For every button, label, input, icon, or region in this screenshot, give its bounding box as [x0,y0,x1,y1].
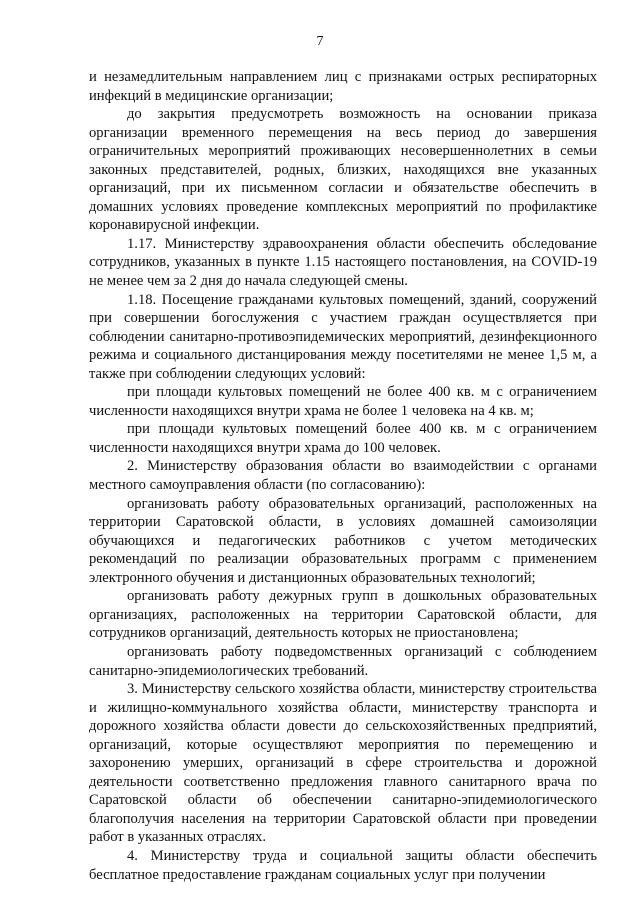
paragraph: 2. Министерству образования области во взаимодействии с органами местного самоуправления области (по согласованию): [89,458,597,494]
paragraph: 1.18. Посещение гражданами культовых помещений, зданий, сооружений при совершении богослужения с участием граждан осуществляется при соблюдении санитарно-противоэпидемических мероприятий, дезинфекционного режима и социального дистанцирования между посетителями не менее 1,5 м, а также при соблюдении следующих условий: [89,291,597,382]
paragraph: до закрытия предусмотреть возможность на основании приказа организации временного перемещения на весь период до завершения ограничительных мероприятий проживающих несовершеннолетних в семьи законных представителей, родных, близких, находящихся вне указанных организаций, при их письменном согласии и обязательстве обеспечить в домашних условиях проведение комплексных мероприятий по профилактике коронавирусной инфекции. [89,106,597,234]
page-number: 7 [316,34,324,49]
paragraph: 3. Министерству сельского хозяйства области, министерству строительства и жилищно-коммунального хозяйства области, министерству транспорта и дорожного хозяйства области довести до сельскохозяйственных предприятий, организаций, которые осуществляют мероприятия по перемещению и захоронению умерших, организаций в сфере строительства и дорожной деятельности соответственно предложения главного санитарного врача по Саратовской области об обеспечении санитарно-эпидемиологического благополучия населения на территории Саратовской области при проведении работ в указанных отраслях. [89,681,597,846]
document-body [89,68,597,884]
paragraph: организовать работу подведомственных организаций с соблюдением санитарно-эпидемиологических требований. [89,643,597,679]
paragraph: организовать работу образовательных организаций, расположенных на территории Саратовской области, в условиях домашней самоизоляции обучающихся и педагогических работников с учетом методических рекомендаций по реализации образовательных программ с применением электронного обучения и дистанционных образовательных технологий; [89,495,597,586]
paragraph: 1.17. Министерству здравоохранения области обеспечить обследование сотрудников, указанных в пункте 1.15 настоящего постановления, на COVID-19 не менее чем за 2 дня до начала следующей смены. [89,235,597,290]
paragraph: 4. Министерству труда и социальной защиты области обеспечить бесплатное предоставление гражданам социальных услуг при получении [89,847,597,883]
paragraph: организовать работу дежурных групп в дошкольных образовательных организациях, расположенных на территории Саратовской области, для сотрудников организаций, деятельность которых не приостановлена; [89,588,597,642]
paragraph: и незамедлительным направлением лиц с признаками острых респираторных инфекций в медицинские организации; [89,69,597,104]
paragraph: при площади культовых помещений более 400 кв. м с ограничением численности находящихся внутри храма до 100 человек. [89,421,597,456]
paragraph: при площади культовых помещений не более 400 кв. м с ограничением численности находящихся внутри храма не более 1 человека на 4 кв. м; [89,384,597,419]
